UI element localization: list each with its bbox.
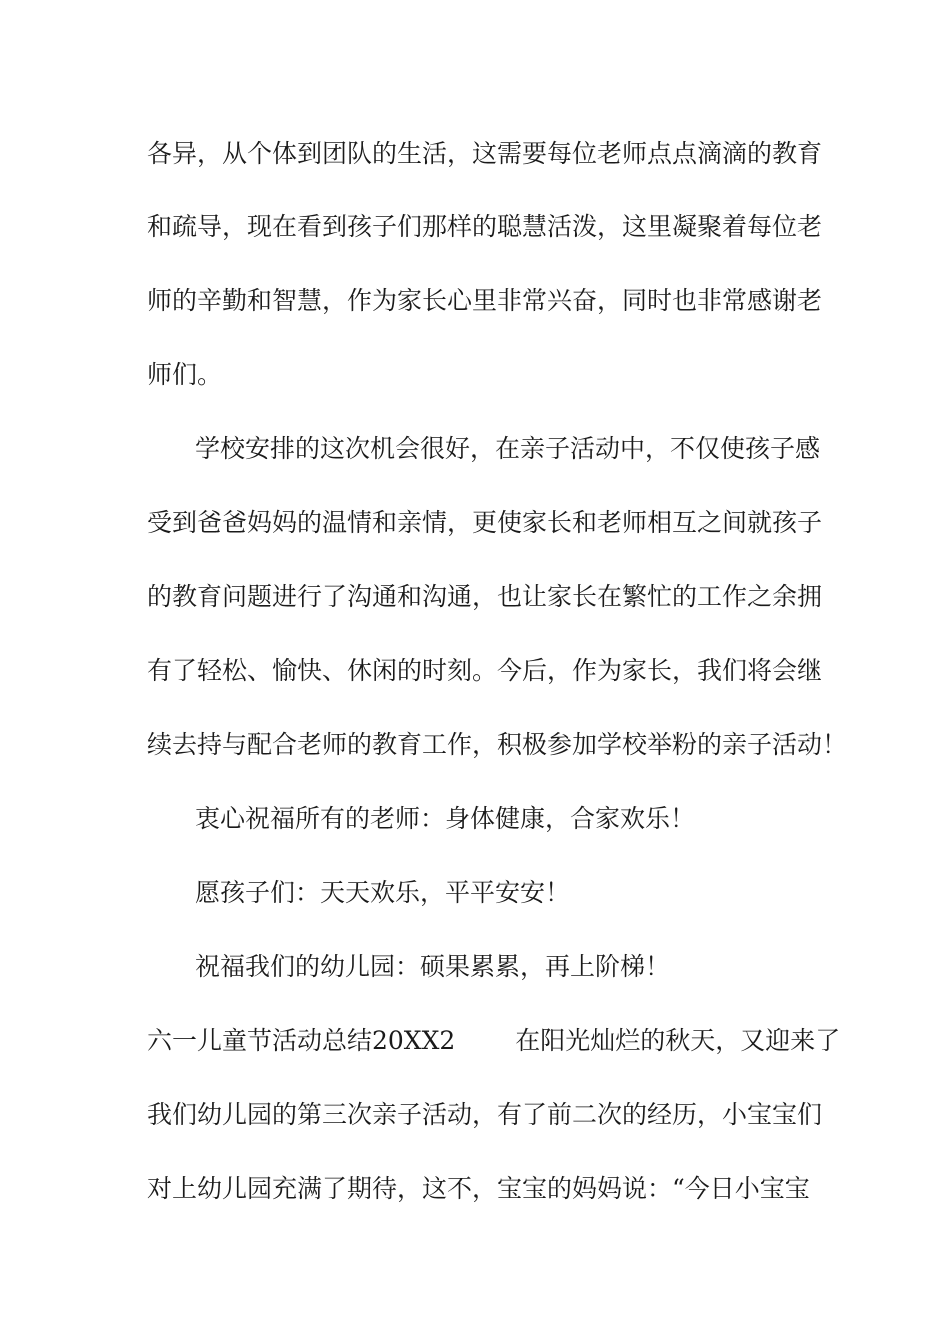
- paragraph-line: 我们幼儿园的第三次亲子活动，有了前二次的经历，小宝宝们: [147, 1100, 823, 1129]
- blessing-line: 愿孩子们：天天欢乐，平平安安！: [195, 878, 571, 907]
- paragraph-line: 对上幼儿园充满了期待，这不，宝宝的妈妈说：“今日小宝宝: [147, 1174, 810, 1203]
- section-title: 六一儿童节活动总结20XX2: [147, 1026, 456, 1055]
- paragraph-line: 师的辛勤和智慧，作为家长心里非常兴奋，同时也非常感谢老: [147, 286, 823, 315]
- paragraph-line: 各异，从个体到团队的生活，这需要每位老师点点滴滴的教育: [147, 139, 823, 168]
- paragraph-line: 和疏导，现在看到孩子们那样的聪慧活泼，这里凝聚着每位老: [147, 212, 823, 241]
- section-first-sentence: 在阳光灿烂的秋天，又迎来了: [515, 1026, 841, 1055]
- section-heading-line: [147, 1025, 841, 1057]
- paragraph-line: 续去持与配合老师的教育工作，积极参加学校举粉的亲子活动！: [147, 730, 848, 759]
- paragraph-line: 受到爸爸妈妈的温情和亲情，更使家长和老师相互之间就孩子: [147, 508, 823, 537]
- paragraph-line: 的教育问题进行了沟通和沟通，也让家长在繁忙的工作之余拥: [147, 582, 823, 611]
- blessing-line: 祝福我们的幼儿园：硕果累累，再上阶梯！: [195, 952, 671, 981]
- paragraph-line: 有了轻松、愉快、休闲的时刻。今后，作为家长，我们将会继: [147, 656, 823, 685]
- blessing-line: 衷心祝福所有的老师：身体健康，合家欢乐！: [195, 804, 696, 833]
- paragraph-line: 师们。: [147, 360, 223, 389]
- paragraph-line: 学校安排的这次机会很好，在亲子活动中，不仅使孩子感: [195, 434, 821, 463]
